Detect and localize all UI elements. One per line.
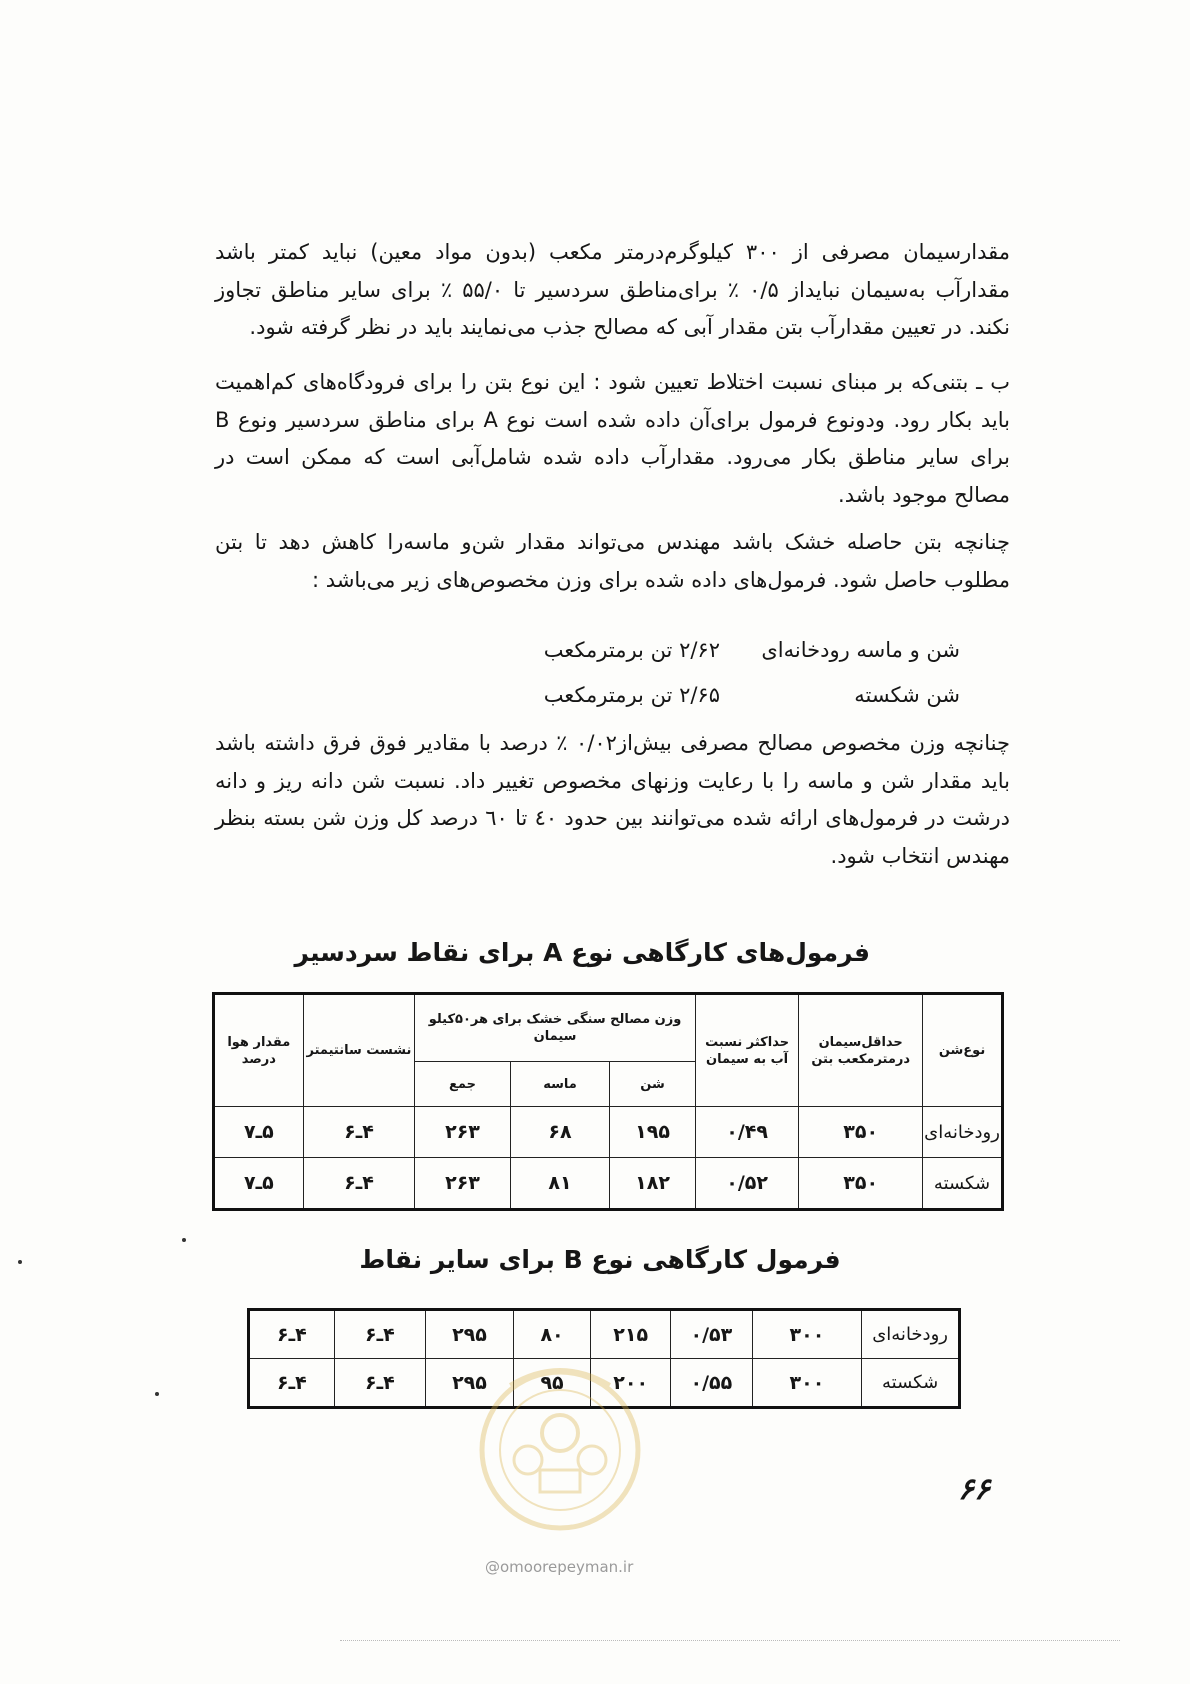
cell-gravel: ۱۸۲ [610, 1158, 696, 1210]
cell-air: ۵ـ۷ [214, 1158, 304, 1210]
cell-min-cement: ۳۵۰ [799, 1158, 923, 1210]
header-total: جمع [415, 1062, 511, 1107]
cell-gravel: ۲۰۰ [591, 1359, 671, 1408]
spec-name: شن شکسته [854, 683, 960, 707]
table-row [214, 1158, 1003, 1210]
cell-type: رودخانه‌ای [923, 1107, 1003, 1158]
cell-total: ۲۹۵ [426, 1310, 514, 1359]
cell-type: شکسته [862, 1359, 960, 1408]
header-air: مقدار هوا درصد [214, 994, 304, 1107]
specific-gravity-river [420, 638, 960, 678]
scan-noise-dots [340, 1640, 1120, 1643]
spec-name: شن و ماسه رودخانه‌ای [761, 638, 960, 662]
cell-max-ratio: ۰/۵۵ [671, 1359, 753, 1408]
scan-speck [18, 1260, 22, 1264]
cell-slump: ۴ـ۶ [334, 1310, 426, 1359]
cell-sand: ۹۵ [513, 1359, 591, 1408]
scan-speck [155, 1392, 159, 1396]
spec-value: ۲/۶۲ تن برمترمکعب [543, 638, 720, 662]
table-b-title: فرمول کارگاهی نوع B برای سایر نقاط [359, 1245, 841, 1274]
header-slump: نشست سانتیمتر [303, 994, 415, 1107]
paragraph-cement-water: مقدارسیمان مصرفی از ۳۰۰ کیلوگرم‌درمتر مکعب (بدون مواد معین) نباید کمتر باشد مقدارآب به‌سیمان نبایداز ۰/۵ ٪ برای‌مناطق سردسیر تا ۵۵/۰ ٪ برای سایر مناطق تجاوز نکند. در تعیین مقدارآب بتن مقدار آبی که مصالح جذب می‌نمایند باید در نظر گرفته شود. [215, 240, 1011, 339]
cell-min-cement: ۳۰۰ [752, 1359, 861, 1408]
cell-min-cement: ۳۰۰ [752, 1310, 861, 1359]
watermark-logo-icon [470, 1355, 650, 1535]
table-row [249, 1310, 960, 1359]
paragraph-mix-ratio: ب ـ بتنی‌که بر مبنای نسبت اختلاط تعیین شود : این نوع بتن را برای فرودگاه‌های کم‌اهمیت باید بکار رود. ودونوع فرمول برای‌آن داده شده است نوع A برای مناطق سردسیر ونوع B برای سایر مناطق بکار می‌رود. مقدارآب داده شده شامل‌آبی است که ممکن است در مصالح موجود باشد. [215, 370, 1010, 507]
cell-max-ratio: ۰/۴۹ [695, 1107, 799, 1158]
cell-total: ۲۶۳ [415, 1158, 511, 1210]
specific-gravity-crushed [420, 683, 960, 723]
scan-speck [182, 1238, 186, 1242]
cell-slump: ۴ـ۶ [334, 1359, 426, 1408]
cell-sand: ۸۱ [510, 1158, 609, 1210]
cell-air: ۵ـ۷ [214, 1107, 304, 1158]
cell-max-ratio: ۰/۵۲ [695, 1158, 799, 1210]
header-max-ratio: حداکثر نسبت آب به سیمان [695, 994, 799, 1107]
table-a-title: فرمول‌های کارگاهی نوع A برای نقاط سردسیر [294, 938, 870, 967]
paragraph-dry-concrete: چنانچه بتن حاصله خشک باشد مهندس می‌تواند مقدار شن‌و ماسه‌را کاهش دهد تا بتن مطلوب حاصل شود. فرمول‌های داده شده برای وزن مخصوص‌های زیر می‌باشد : [215, 530, 1010, 592]
cell-total: ۲۹۵ [426, 1359, 514, 1408]
header-gravel: شن [610, 1062, 696, 1107]
header-min-cement: حداقل‌سیمان درمترمکعب بتن [799, 994, 923, 1107]
header-aggregate-weight: وزن مصالح سنگی خشک برای هر۵۰کیلو سیمان [415, 994, 696, 1062]
table-row [214, 1107, 1003, 1158]
cell-slump: ۴ـ۶ [303, 1158, 415, 1210]
watermark-url: @omoorepeyman.ir [485, 1558, 634, 1576]
cell-type: شکسته [923, 1158, 1003, 1210]
cell-air: ۴ـ۶ [249, 1359, 335, 1408]
header-sand: ماسه [510, 1062, 609, 1107]
paragraph-specific-gravity-note: چنانچه وزن مخصوص مصالح مصرفی بیش‌از۰/۰۲ ٪ درصد با مقادیر فوق فرق داشته باشد باید مقدار شن و ماسه را با رعایت وزنهای مخصوص تغییر داد. نسبت شن دانه ریز و دانه درشت در فرمول‌های ارائه شده می‌توانند بین حدود ٤۰ تا ٦۰ درصد کل وزن شن بسته بنظر مهندس انتخاب شود. [215, 731, 1010, 868]
cell-total: ۲۶۳ [415, 1107, 511, 1158]
cell-type: رودخانه‌ای [862, 1310, 960, 1359]
cell-sand: ۶۸ [510, 1107, 609, 1158]
page-number: ۶۶ [958, 1472, 991, 1507]
header-type: نوع‌شن [923, 994, 1003, 1107]
cell-min-cement: ۳۵۰ [799, 1107, 923, 1158]
cell-gravel: ۲۱۵ [591, 1310, 671, 1359]
spec-value: ۲/۶۵ تن برمترمکعب [543, 683, 720, 707]
table-a-header-row [214, 994, 1003, 1062]
cell-gravel: ۱۹۵ [610, 1107, 696, 1158]
cell-max-ratio: ۰/۵۳ [671, 1310, 753, 1359]
cell-sand: ۸۰ [513, 1310, 591, 1359]
table-a [212, 992, 1004, 1211]
cell-slump: ۴ـ۶ [303, 1107, 415, 1158]
cell-air: ۴ـ۶ [249, 1310, 335, 1359]
